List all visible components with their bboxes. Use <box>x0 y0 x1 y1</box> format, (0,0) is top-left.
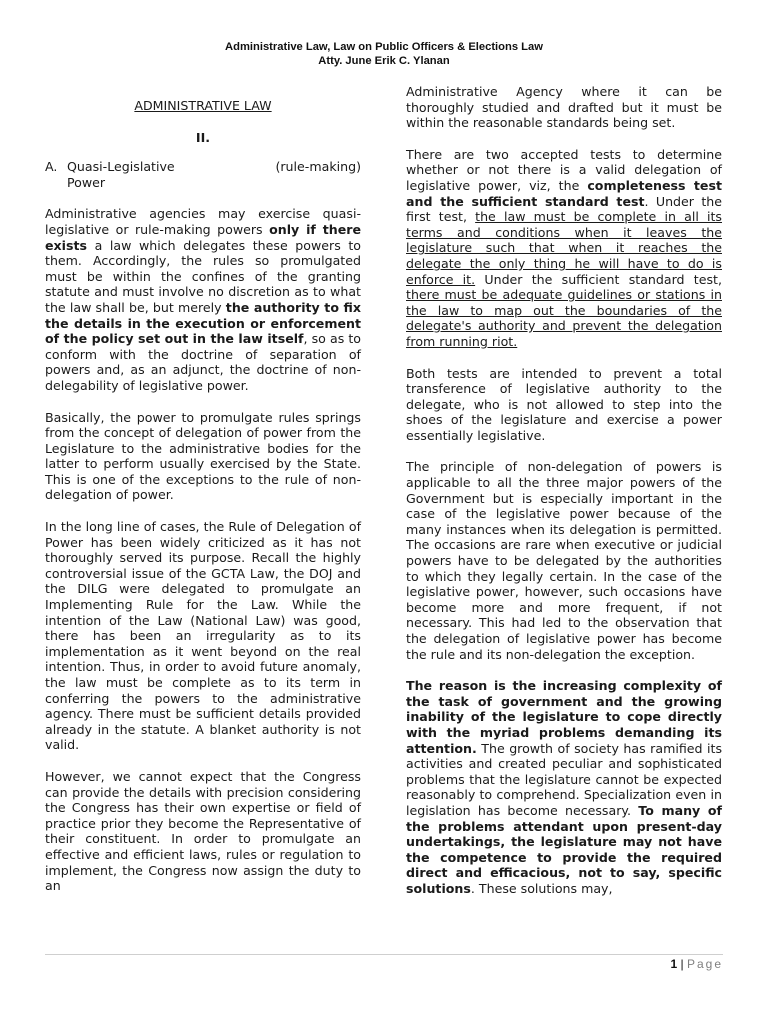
paragraph-reason-complexity <box>406 678 722 896</box>
footer-divider <box>45 954 723 955</box>
subsection-heading <box>45 159 361 190</box>
underlined-text-run: the law must be complete in all its terms and conditions when it leaves the legislature such that when it reaches the delegate the only thing he will have to do is enforce it. <box>406 209 722 287</box>
paragraph-two-tests <box>406 147 722 350</box>
bold-text-run: completeness test and the sufficient standard test <box>406 177 722 209</box>
header-course-title: Administrative Law, Law on Public Officers & Elections Law <box>225 41 543 53</box>
paragraph-non-delegation-principle: The principle of non-delegation of powers is applicable to all the three major powers of the Government but is especially important in the case of the legislative power because of the many instances when its delegation is permitted. The occasions are rare when executive or judicial powers have to be delegated by the authorities to which they legally certain. In the case of the legislative power, however, such occasions have become more and more frequent, if not necessary. This had led to the observation that the delegation of legislative power has become the rule and its non-delegation the exception. <box>406 459 722 662</box>
bold-text-run: only if there exists <box>45 221 361 253</box>
paragraph-congress-expertise: However, we cannot expect that the Congress can provide the details with precision considering the Congress has their own expertise or field of practice prior they become the Representative of their constituent. In order to promulgate an effective and efficient laws, rules or regulation to implement, the Congress now assign the duty to an <box>45 768 361 894</box>
subsection-heading-part3: Power <box>67 174 106 190</box>
text-run: . Under the first test, <box>406 193 722 225</box>
page-number: 1 <box>670 957 678 971</box>
text-run: The growth of society has ramified its activities and created peculiar and sophisticated problems that the legislature cannot be expected reasonably to comprehend. Specialization even in legislation has become necessary. <box>406 740 722 818</box>
paragraph-quasi-legislative <box>45 206 361 393</box>
text-run: Administrative agencies may exercise quasi-legislative or rule-making powers <box>45 206 361 237</box>
underlined-text-run: there must be adequate guidelines or stations in the law to map out the boundaries of the delegate's authority and prevent the delegation from running riot. <box>406 287 722 349</box>
paragraph-delegation-concept: Basically, the power to promulgate rules springs from the concept of delegation of power from the Legislature to the administrative bodies for the latter to perform usually exercised by the State. This is one of the exceptions to the rule of non-delegation of power. <box>45 409 361 503</box>
section-number: II. <box>195 129 211 145</box>
document-header <box>0 40 768 68</box>
text-run: There are two accepted tests to determine whether or not there is a valid delegation of legislative power, viz, the <box>406 146 722 193</box>
subsection-letter: A. <box>45 159 58 175</box>
text-run: , so as to conform with the doctrine of separation of powers and, as an adjunct, the doctrine of non-delegability of legislative power. <box>45 331 361 393</box>
header-author: Atty. June Erik C. Ylanan <box>318 55 450 67</box>
bold-text-run: To many of the problems attendant upon present-day undertakings, the legislature may not have the competence to provide the required direct and efficacious, not to say, specific solutions <box>406 802 722 896</box>
paragraph-both-tests: Both tests are intended to prevent a total transference of legislative authority to the delegate, who is not allowed to step into the shoes of the legislature and exercise a power essentially legislative. <box>406 365 722 443</box>
paragraph-gcta-law: In the long line of cases, the Rule of Delegation of Power has been widely criticized as it has not thoroughly served its purpose. Recall the highly controversial issue of the GCTA Law, the DOJ and the DILG were delegated to promulgate an Implementing Rule for the Law. While the intention of the Law (National Law) was good, there has been an irregularity as to its implementation as it went beyond on the real intention. Thus, in order to avoid future anomaly, the law must be complete as to its term in conferring the powers to the administrative agency. There must be sufficient details provided already in the statute. A blanket authority is not valid. <box>45 519 361 753</box>
page-word: Page <box>686 957 723 971</box>
text-run: a law which delegates these powers to them. Accordingly, the rules so promulgated must be within the confines of the granting statute and must involve no discretion as to what the law shall be, but merely <box>45 237 361 315</box>
subsection-heading-part2: (rule-making) <box>275 159 361 175</box>
subsection-heading-part1: Quasi-Legislative <box>67 159 175 175</box>
footer-separator: | <box>680 957 684 971</box>
bold-text-run: The reason is the increasing complexity of the task of government and the growing inability of the legislature to cope directly with the myriad problems demanding its attention. <box>406 678 722 756</box>
right-column <box>406 84 722 913</box>
left-column <box>45 84 361 910</box>
text-run: . These solutions may, <box>470 880 613 896</box>
section-title: ADMINISTRATIVE LAW <box>134 98 272 113</box>
bold-text-run: the authority to fix the details in the execution or enforcement of the policy set out in the law itself <box>45 299 361 347</box>
text-run: Under the sufficient standard test, <box>475 271 722 287</box>
paragraph-administrative-agency: Administrative Agency where it can be thoroughly studied and drafted but it must be within the reasonable standards being set. <box>406 84 722 131</box>
page-footer <box>670 957 723 971</box>
